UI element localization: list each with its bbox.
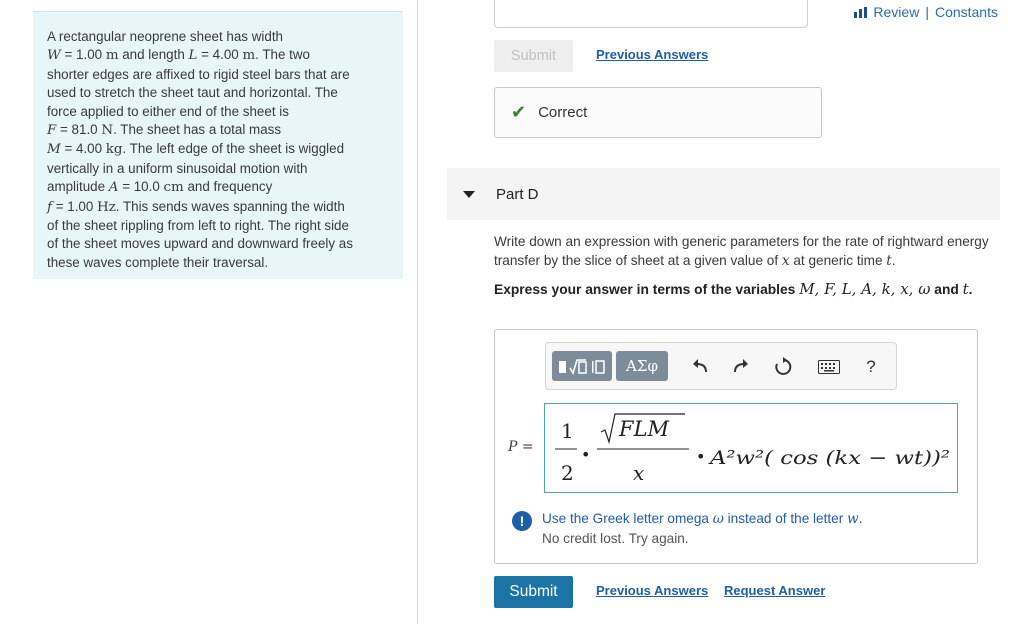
- sqrt-content: FLM: [619, 417, 670, 441]
- help-button[interactable]: ?: [866, 357, 876, 376]
- request-answer-link[interactable]: Request Answer: [724, 583, 826, 598]
- part-d-header[interactable]: [447, 168, 1000, 220]
- answer-lhs: P =: [508, 439, 534, 455]
- submit-button[interactable]: Submit: [494, 576, 573, 608]
- problem-line: M = 4.00 kg. The left edge of the sheet is wiggled: [47, 141, 345, 158]
- separator: |: [925, 4, 929, 20]
- reset-icon[interactable]: [771, 355, 795, 379]
- problem-line: of the sheet rippling from left to right. The right side: [47, 218, 349, 234]
- problem-line: shorter edges are affixed to rigid steel bars that are: [47, 66, 350, 82]
- hint-line-1: Use the Greek letter omega ω instead of the letter w.: [542, 511, 863, 527]
- math-toolbar: [545, 342, 897, 390]
- problem-line: amplitude A = 10.0 cm and frequency: [47, 179, 273, 196]
- frac1-numerator: 1: [561, 419, 574, 443]
- templates-button[interactable]: [552, 351, 612, 381]
- problem-line: these waves complete their traversal.: [47, 254, 269, 270]
- review-link[interactable]: Review: [873, 4, 920, 20]
- part-d-question: Write down an expression with generic parameters for the rate of rightward energy transfer by the slice of sheet at a given value of x at generic time t.: [494, 234, 989, 269]
- answer-formula: [545, 404, 959, 494]
- templates-icon: [552, 351, 612, 381]
- tail-expression: A²w²( cos (kx − wt))²: [707, 447, 950, 469]
- redo-icon[interactable]: [729, 355, 753, 379]
- bars-icon: [854, 7, 867, 18]
- keyboard-icon[interactable]: [816, 355, 842, 379]
- frac1-denominator: 2: [561, 461, 574, 485]
- exclamation-icon: !: [512, 511, 532, 531]
- multiply-dot: •: [581, 445, 591, 464]
- checkmark-icon: ✔: [511, 102, 527, 122]
- column-divider: [417, 0, 418, 624]
- answer-input[interactable]: [544, 403, 958, 493]
- constants-link[interactable]: Constants: [934, 4, 998, 20]
- problem-line: F = 81.0 N. The sheet has a total mass: [47, 122, 282, 139]
- previous-answer-field: [494, 0, 808, 28]
- problem-line: of the sheet moves upward and downward freely as: [47, 236, 353, 252]
- frac2-denominator: x: [633, 461, 645, 485]
- problem-line: A rectangular neoprene sheet has width: [47, 29, 283, 44]
- review-constants-bar: [854, 4, 998, 20]
- part-d-title: Part D: [496, 185, 539, 203]
- greek-symbols-button[interactable]: ΑΣφ: [616, 351, 668, 381]
- problem-statement: [33, 11, 403, 279]
- problem-line: W = 1.00 m and length L = 4.00 m. The two: [47, 47, 311, 64]
- caret-down-icon: [463, 191, 475, 198]
- problem-line: used to stretch the sheet taut and horizontal. The: [47, 85, 338, 101]
- part-d-instruction: Express your answer in terms of the variables M, F, L, A, k, x, ω and t.: [494, 280, 973, 298]
- undo-icon[interactable]: [688, 355, 712, 379]
- previous-answers-link-part-d[interactable]: Previous Answers: [596, 583, 709, 598]
- problem-line: vertically in a uniform sinusoidal motion with: [47, 160, 308, 176]
- correct-label: Correct: [538, 104, 588, 121]
- problem-line: f = 1.00 Hz. This sends waves spanning the width: [47, 198, 345, 215]
- answer-lhs-label: [508, 438, 534, 455]
- multiply-dot-2: •: [696, 447, 706, 466]
- previous-answers-link[interactable]: Previous Answers: [596, 47, 709, 62]
- feedback-hint: [512, 509, 862, 548]
- hint-line-2: No credit lost. Try again.: [542, 531, 689, 546]
- correct-feedback: [494, 87, 822, 138]
- submit-button-disabled[interactable]: Submit: [494, 40, 573, 72]
- problem-line: force applied to either end of the sheet is: [47, 103, 289, 119]
